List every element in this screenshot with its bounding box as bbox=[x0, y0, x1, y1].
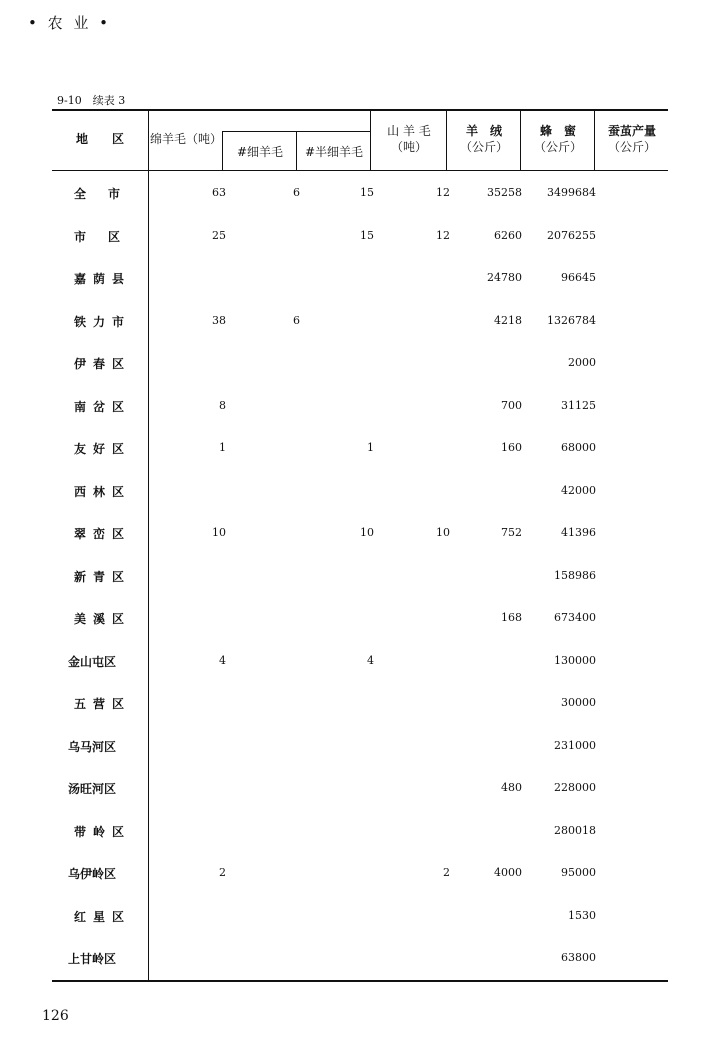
header-cashmere-unit: （公斤） bbox=[459, 140, 508, 154]
cell-cashmere bbox=[452, 568, 522, 584]
cell-cashmere bbox=[452, 908, 522, 924]
header-region: 地 区 bbox=[75, 132, 124, 146]
row-region: 五 营 区 bbox=[74, 697, 124, 711]
col-divider bbox=[296, 131, 297, 171]
cell-fine bbox=[230, 483, 300, 499]
row-region: 铁 力 市 bbox=[74, 315, 124, 329]
cell-honey: 231000 bbox=[554, 739, 596, 752]
cell-cocoon bbox=[596, 228, 666, 244]
cell-wool bbox=[156, 270, 226, 286]
cell-honey: 3499684 bbox=[547, 186, 596, 199]
cell-cocoon bbox=[596, 185, 666, 201]
row-region: 乌 伊 岭 区 bbox=[68, 867, 117, 881]
cell-wool: 63 bbox=[212, 186, 226, 199]
row-region: 西 林 区 bbox=[74, 485, 124, 499]
cell-semi bbox=[304, 483, 374, 499]
cell-cocoon bbox=[596, 313, 666, 329]
cell-honey: 2000 bbox=[568, 356, 596, 369]
cell-semi bbox=[304, 780, 374, 796]
cell-goat bbox=[380, 313, 450, 329]
cell-goat bbox=[380, 780, 450, 796]
row-region: 红 星 区 bbox=[74, 910, 124, 924]
header-goat-hair: 山 羊 毛 bbox=[387, 124, 431, 138]
row-region: 翠 峦 区 bbox=[74, 527, 124, 541]
cell-cashmere: 35258 bbox=[487, 186, 522, 199]
cell-honey: 68000 bbox=[561, 441, 596, 454]
cell-cocoon bbox=[596, 610, 666, 626]
cell-fine bbox=[230, 270, 300, 286]
header-honey-unit: （公斤） bbox=[533, 140, 582, 154]
cell-semi: 1 bbox=[367, 441, 374, 454]
header-bottom-rule bbox=[52, 170, 668, 171]
cell-goat bbox=[380, 908, 450, 924]
cell-wool bbox=[156, 695, 226, 711]
row-region: 上 甘 岭 区 bbox=[68, 952, 117, 966]
cell-honey: 31125 bbox=[561, 399, 596, 412]
cell-goat bbox=[380, 568, 450, 584]
cell-honey: 63800 bbox=[561, 951, 596, 964]
row-region: 金 山 屯 区 bbox=[68, 655, 117, 669]
cell-cashmere: 24780 bbox=[487, 271, 522, 284]
cell-fine bbox=[230, 653, 300, 669]
cell-wool: 4 bbox=[219, 654, 226, 667]
cell-semi: 4 bbox=[367, 654, 374, 667]
cell-wool: 8 bbox=[219, 399, 226, 412]
cell-honey: 673400 bbox=[554, 611, 596, 624]
cell-wool bbox=[156, 738, 226, 754]
cell-cocoon bbox=[596, 653, 666, 669]
cell-honey: 2076255 bbox=[547, 229, 596, 242]
cell-cashmere bbox=[452, 695, 522, 711]
cell-goat: 10 bbox=[436, 526, 450, 539]
cell-cashmere: 752 bbox=[501, 526, 522, 539]
cell-wool bbox=[156, 908, 226, 924]
cell-fine bbox=[230, 780, 300, 796]
cell-honey: 1530 bbox=[568, 909, 596, 922]
cell-cashmere bbox=[452, 823, 522, 839]
cell-cashmere bbox=[452, 653, 522, 669]
cell-wool: 2 bbox=[219, 866, 226, 879]
cell-cashmere: 4218 bbox=[494, 314, 522, 327]
cell-semi bbox=[304, 695, 374, 711]
header-honey: 蜂 蜜 bbox=[539, 124, 576, 138]
row-region: 新 青 区 bbox=[74, 570, 124, 584]
cell-wool bbox=[156, 780, 226, 796]
cell-fine bbox=[230, 823, 300, 839]
cell-semi bbox=[304, 823, 374, 839]
cell-fine bbox=[230, 355, 300, 371]
cell-goat bbox=[380, 270, 450, 286]
cell-honey: 130000 bbox=[554, 654, 596, 667]
col-divider bbox=[222, 131, 223, 171]
cell-cocoon bbox=[596, 865, 666, 881]
col-divider bbox=[520, 109, 521, 171]
cell-cashmere: 4000 bbox=[494, 866, 522, 879]
cell-semi bbox=[304, 355, 374, 371]
cell-fine bbox=[230, 228, 300, 244]
table-top-rule bbox=[52, 109, 668, 111]
row-region: 嘉 荫 县 bbox=[74, 272, 124, 286]
cell-cocoon bbox=[596, 270, 666, 286]
cell-semi bbox=[304, 313, 374, 329]
header-semi-fine-wool: #半细羊毛 bbox=[304, 145, 364, 159]
cell-wool bbox=[156, 950, 226, 966]
cell-semi bbox=[304, 398, 374, 414]
cell-cocoon bbox=[596, 823, 666, 839]
header-fine-wool: #细羊毛 bbox=[236, 145, 284, 159]
cell-fine bbox=[230, 738, 300, 754]
table-bottom-rule bbox=[52, 980, 668, 982]
cell-semi bbox=[304, 738, 374, 754]
cell-cashmere bbox=[452, 483, 522, 499]
cell-cocoon bbox=[596, 483, 666, 499]
cell-goat bbox=[380, 483, 450, 499]
cell-wool: 38 bbox=[212, 314, 226, 327]
cell-cocoon bbox=[596, 695, 666, 711]
cell-fine bbox=[230, 568, 300, 584]
cell-cashmere: 480 bbox=[501, 781, 522, 794]
cell-semi: 15 bbox=[360, 186, 374, 199]
cell-honey: 41396 bbox=[561, 526, 596, 539]
cell-wool bbox=[156, 483, 226, 499]
cell-wool bbox=[156, 355, 226, 371]
cell-honey: 158986 bbox=[554, 569, 596, 582]
header-wool: 绵羊毛（吨） bbox=[150, 132, 223, 146]
row-region: 汤 旺 河 区 bbox=[68, 782, 117, 796]
cell-wool bbox=[156, 610, 226, 626]
cell-honey: 30000 bbox=[561, 696, 596, 709]
section-header: • 农 业 • bbox=[28, 14, 111, 32]
cell-fine bbox=[230, 908, 300, 924]
cell-fine bbox=[230, 865, 300, 881]
row-region: 南 岔 区 bbox=[74, 400, 124, 414]
cell-honey: 280018 bbox=[554, 824, 596, 837]
cell-fine bbox=[230, 398, 300, 414]
cell-goat bbox=[380, 398, 450, 414]
cell-semi bbox=[304, 865, 374, 881]
page-number: 126 bbox=[42, 1008, 69, 1024]
cell-semi: 10 bbox=[360, 526, 374, 539]
cell-wool: 1 bbox=[219, 441, 226, 454]
cell-cocoon bbox=[596, 738, 666, 754]
header-goat-hair-unit: （吨） bbox=[390, 140, 427, 154]
row-region: 全 市 bbox=[74, 187, 120, 201]
cell-wool bbox=[156, 568, 226, 584]
cell-cocoon bbox=[596, 398, 666, 414]
cell-semi bbox=[304, 950, 374, 966]
row-region: 美 溪 区 bbox=[74, 612, 124, 626]
header-cocoon: 蚕茧产量 bbox=[607, 124, 656, 138]
col-divider bbox=[148, 109, 149, 981]
cell-cashmere bbox=[452, 950, 522, 966]
col-divider bbox=[370, 109, 371, 171]
cell-cashmere: 6260 bbox=[494, 229, 522, 242]
row-region: 带 岭 区 bbox=[74, 825, 124, 839]
cell-cocoon bbox=[596, 568, 666, 584]
cell-honey: 1326784 bbox=[547, 314, 596, 327]
cell-cashmere: 700 bbox=[501, 399, 522, 412]
cell-goat bbox=[380, 738, 450, 754]
cell-honey: 42000 bbox=[561, 484, 596, 497]
cell-goat: 2 bbox=[443, 866, 450, 879]
data-table bbox=[52, 109, 668, 983]
cell-fine bbox=[230, 440, 300, 456]
cell-fine bbox=[230, 610, 300, 626]
cell-fine: 6 bbox=[293, 186, 300, 199]
cell-goat bbox=[380, 440, 450, 456]
cell-semi: 15 bbox=[360, 229, 374, 242]
cell-honey: 95000 bbox=[561, 866, 596, 879]
cell-wool: 25 bbox=[212, 229, 226, 242]
cell-cocoon bbox=[596, 780, 666, 796]
cell-cashmere bbox=[452, 738, 522, 754]
cell-honey: 228000 bbox=[554, 781, 596, 794]
cell-goat bbox=[380, 653, 450, 669]
cell-fine bbox=[230, 950, 300, 966]
col-divider bbox=[594, 109, 595, 171]
cell-goat: 12 bbox=[436, 186, 450, 199]
cell-semi bbox=[304, 568, 374, 584]
cell-semi bbox=[304, 270, 374, 286]
cell-semi bbox=[304, 908, 374, 924]
cell-cashmere: 168 bbox=[501, 611, 522, 624]
cell-cocoon bbox=[596, 525, 666, 541]
cell-cashmere: 160 bbox=[501, 441, 522, 454]
cell-cocoon bbox=[596, 440, 666, 456]
cell-goat bbox=[380, 355, 450, 371]
row-region: 伊 春 区 bbox=[74, 357, 124, 371]
cell-cocoon bbox=[596, 950, 666, 966]
row-region: 市 区 bbox=[74, 230, 120, 244]
cell-goat bbox=[380, 695, 450, 711]
cell-cashmere bbox=[452, 355, 522, 371]
cell-semi bbox=[304, 610, 374, 626]
col-divider bbox=[446, 109, 447, 171]
cell-honey: 96645 bbox=[561, 271, 596, 284]
header-cashmere: 羊 绒 bbox=[465, 124, 502, 138]
row-region: 友 好 区 bbox=[74, 442, 124, 456]
cell-goat bbox=[380, 950, 450, 966]
cell-fine: 6 bbox=[293, 314, 300, 327]
table-caption: 9-10 续表 3 bbox=[57, 94, 126, 107]
cell-goat bbox=[380, 823, 450, 839]
cell-wool: 10 bbox=[212, 526, 226, 539]
row-region: 乌 马 河 区 bbox=[68, 740, 117, 754]
cell-wool bbox=[156, 823, 226, 839]
cell-cocoon bbox=[596, 908, 666, 924]
cell-goat: 12 bbox=[436, 229, 450, 242]
cell-goat bbox=[380, 610, 450, 626]
cell-fine bbox=[230, 695, 300, 711]
header-cocoon-unit: （公斤） bbox=[607, 140, 656, 154]
cell-fine bbox=[230, 525, 300, 541]
cell-cocoon bbox=[596, 355, 666, 371]
